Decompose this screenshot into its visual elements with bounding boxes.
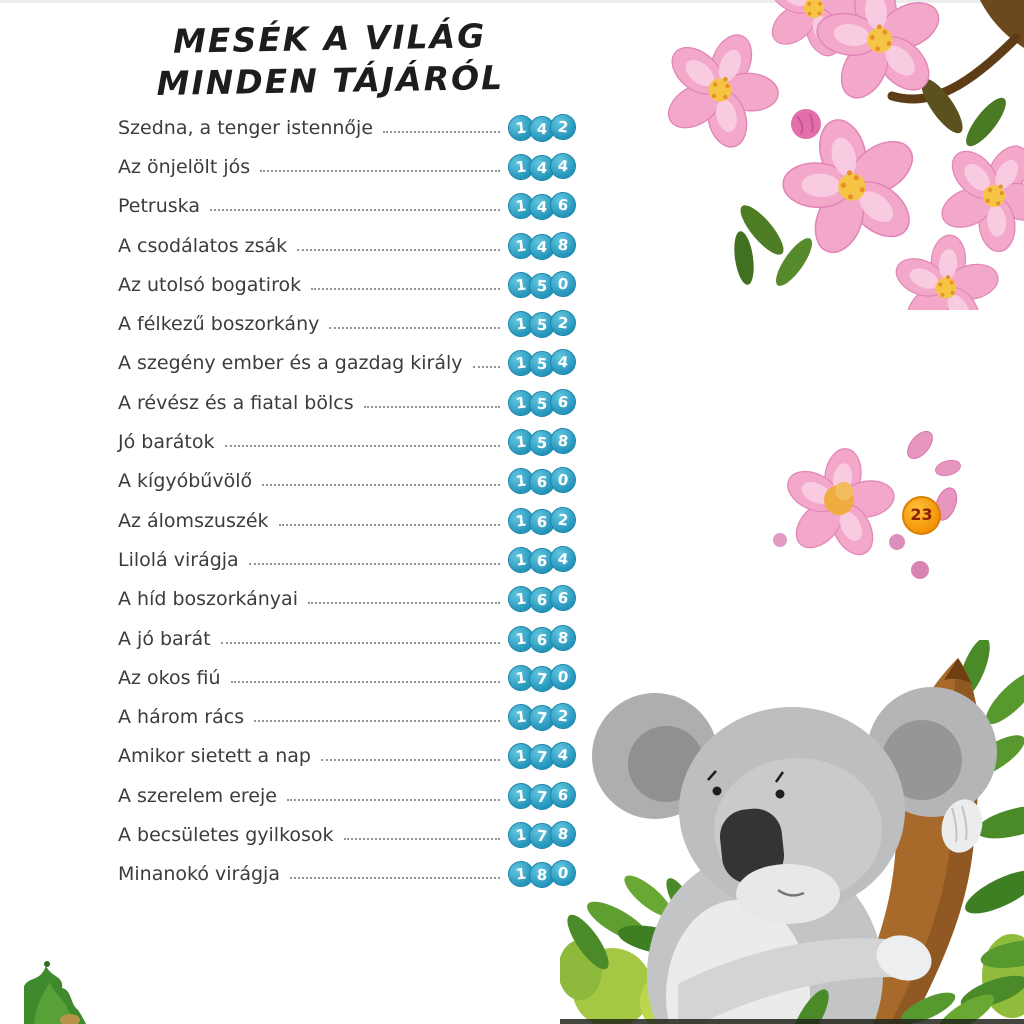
toc-page-number-digit: 1 (507, 703, 536, 732)
toc-leader-dots (287, 799, 500, 801)
toc-entry (118, 187, 576, 226)
toc-entry (118, 344, 576, 383)
toc-page-number-digit: 1 (507, 820, 536, 849)
toc-entry-title: A jó barát (118, 627, 211, 650)
toc-entry (118, 737, 576, 776)
toc-leader-dots (329, 327, 500, 329)
toc-entry-title: A csodálatos zsák (118, 234, 288, 257)
toc-entry-title: A félkezű boszorkány (118, 313, 320, 336)
toc-leader-dots (344, 838, 500, 840)
toc-page-number-digit: 5 (528, 311, 556, 339)
toc-page-number-digit: 1 (507, 742, 536, 771)
toc-page-number-digit: 4 (549, 544, 578, 573)
toc-leader-dots (383, 131, 500, 133)
toc-page-number-badge (508, 154, 576, 180)
toc-page-number-digit: 6 (549, 387, 578, 416)
cherry-blossom-branch-illustration (644, 0, 1024, 310)
toc-leader-dots (311, 288, 500, 290)
toc-page-number-digit: 1 (507, 585, 536, 614)
toc-leader-dots (221, 642, 500, 644)
toc-entry-title: Az álomszuszék (118, 509, 269, 532)
toc-page-number-digit: 6 (549, 780, 578, 809)
toc-page-number-badge (508, 704, 576, 730)
toc-page-number-digit: 6 (528, 547, 556, 575)
toc-page-number-digit: 1 (507, 310, 536, 339)
toc-page-number-digit: 6 (549, 584, 578, 613)
toc-entry (118, 540, 576, 579)
toc-entry-title: A kígyóbűvölő (118, 470, 253, 493)
toc-leader-dots (279, 524, 500, 526)
toc-page-number-digit: 1 (507, 663, 536, 692)
toc-page-number-badge (508, 311, 576, 337)
toc-leader-dots (297, 249, 500, 251)
toc-page-number-digit: 2 (549, 702, 578, 731)
toc-leader-dots (225, 445, 500, 447)
toc-page-number-digit: 8 (549, 819, 578, 848)
toc-page-number-digit: 0 (549, 466, 578, 495)
toc-leader-dots (308, 602, 500, 604)
toc-entry-title: Lilolá virágja (118, 548, 239, 571)
toc-page-number-digit: 0 (549, 269, 578, 298)
toc-page-number-digit: 1 (507, 192, 536, 221)
koala-right-eye (776, 790, 785, 799)
toc-page-number-badge (508, 783, 576, 809)
toc-page-number-digit: 1 (507, 506, 536, 535)
toc-entry (118, 422, 576, 461)
toc-page-number-digit: 4 (549, 741, 578, 770)
toc-page-number-digit: 1 (507, 231, 536, 260)
toc-page-number-digit: 1 (507, 428, 536, 457)
toc-title-line2: MINDEN TÁJÁRÓL (156, 57, 505, 103)
koala-left-eye (713, 787, 722, 796)
toc-page-number-digit: 7 (528, 822, 556, 850)
toc-page-number-digit: 5 (528, 272, 556, 300)
falling-blossom-petals-illustration (770, 420, 1024, 610)
toc-leader-dots (473, 366, 500, 368)
toc-page-number-badge (508, 233, 576, 259)
toc-entry-title: Amikor sietett a nap (118, 745, 311, 768)
toc-page-number-digit: 1 (507, 113, 536, 142)
toc-leader-dots (290, 877, 500, 879)
toc-entry (118, 855, 576, 894)
toc-list (118, 108, 576, 894)
toc-leader-dots (231, 681, 500, 683)
toc-entry-title: Minanokó virágja (118, 863, 280, 886)
toc-page-number-digit: 8 (549, 427, 578, 456)
toc-entry (118, 108, 576, 147)
toc-leader-dots (364, 406, 500, 408)
toc-page-number-digit: 4 (528, 115, 556, 143)
toc-page-number-badge (508, 822, 576, 848)
toc-page-number-badge (508, 115, 576, 141)
toc-page-number-digit: 4 (528, 193, 556, 221)
toc-entry-title: Szedna, a tenger istennője (118, 116, 374, 139)
toc-page-number-digit: 6 (528, 508, 556, 536)
toc-page-number-digit: 2 (549, 505, 578, 534)
toc-title-line1: MESÉK A VILÁG (172, 16, 487, 61)
toc-page-number-digit: 1 (507, 545, 536, 574)
toc-entry-title: A becsületes gyilkosok (118, 823, 334, 846)
toc-entry-title: A szegény ember és a gazdag király (118, 352, 463, 375)
toc-entry (118, 265, 576, 304)
toc-entry (118, 383, 576, 422)
toc-leader-dots (321, 759, 500, 761)
toc-page-number-digit: 0 (549, 662, 578, 691)
toc-entry (118, 147, 576, 186)
toc-entry (118, 776, 576, 815)
toc-leader-dots (254, 720, 500, 722)
toc-entry (118, 658, 576, 697)
toc-entry (118, 815, 576, 854)
toc-page-number-digit: 7 (528, 704, 556, 732)
toc-page-number-digit: 4 (549, 151, 578, 180)
toc-page-number-badge (508, 626, 576, 652)
toc-page-number-badge (508, 861, 576, 887)
toc-page-number-digit: 2 (549, 112, 578, 141)
toc-page-number-digit: 5 (528, 429, 556, 457)
toc-entry-title: Petruska (118, 195, 200, 218)
toc-leader-dots (210, 209, 500, 211)
toc-title (115, 14, 544, 105)
toc-page-number-digit: 1 (507, 270, 536, 299)
toc-page-number-digit: 7 (528, 665, 556, 693)
toc-page-number-digit: 6 (549, 191, 578, 220)
toc-entry-title: A három rács (118, 706, 245, 729)
toc-page-number-badge (508, 665, 576, 691)
book-page-number-badge: 23 (902, 496, 941, 535)
toc-entry-title: A híd boszorkányai (118, 588, 298, 611)
toc-entry (118, 501, 576, 540)
toc-page-number-digit: 0 (549, 859, 578, 888)
toc-page-number-digit: 1 (507, 388, 536, 417)
green-bush-illustration (20, 952, 90, 1024)
toc-page-number-digit: 1 (507, 467, 536, 496)
toc-entry (118, 226, 576, 265)
toc-entry (118, 580, 576, 619)
toc-page-number-badge (508, 429, 576, 455)
toc-page-number-badge (508, 272, 576, 298)
toc-page-number-digit: 1 (507, 349, 536, 378)
toc-page-number-digit: 7 (528, 783, 556, 811)
toc-page-number-digit: 6 (528, 626, 556, 654)
toc-leader-dots (262, 484, 500, 486)
toc-page-number-badge (508, 193, 576, 219)
toc-page-number-digit: 2 (549, 309, 578, 338)
toc-leader-dots (249, 563, 500, 565)
toc-entry (118, 697, 576, 736)
toc-page-number-badge (508, 468, 576, 494)
toc-entry-title: Az okos fiú (118, 666, 221, 689)
toc-page-number-digit: 6 (528, 586, 556, 614)
toc-entry (118, 462, 576, 501)
toc-page-number-badge (508, 350, 576, 376)
toc-page-number-digit: 1 (507, 624, 536, 653)
toc-page-number-digit: 5 (528, 351, 556, 379)
toc-entry-title: A révész és a fiatal bölcs (118, 391, 354, 414)
toc-page-number-digit: 5 (528, 390, 556, 418)
toc-page-number-digit: 8 (549, 623, 578, 652)
toc-entry-title: Az utolsó bogatirok (118, 273, 302, 296)
toc-entry-title: Az önjelölt jós (118, 155, 251, 178)
toc-page-number-digit: 1 (507, 781, 536, 810)
toc-page-number-badge (508, 586, 576, 612)
toc-entry-title: Jó barátok (118, 431, 215, 454)
toc-page-number-badge (508, 390, 576, 416)
toc-page-number-digit: 7 (528, 744, 556, 772)
toc-entry (118, 619, 576, 658)
toc-page-number-badge (508, 743, 576, 769)
toc-page-number-digit: 4 (549, 348, 578, 377)
toc-page-number-digit: 4 (528, 154, 556, 182)
toc-leader-dots (260, 170, 500, 172)
toc-page-number-digit: 4 (528, 233, 556, 261)
toc-page-number-digit: 8 (528, 861, 556, 889)
toc-page-number-digit: 6 (528, 468, 556, 496)
toc-page-number-digit: 1 (507, 152, 536, 181)
toc-page-number-digit: 8 (549, 230, 578, 259)
toc-entry (118, 304, 576, 343)
toc-entry-title: A szerelem ereje (118, 784, 277, 807)
koala-on-branch-illustration (560, 640, 1024, 1024)
toc-page-number-digit: 1 (507, 860, 536, 889)
toc-page-number-badge (508, 508, 576, 534)
toc-page-number-badge (508, 547, 576, 573)
